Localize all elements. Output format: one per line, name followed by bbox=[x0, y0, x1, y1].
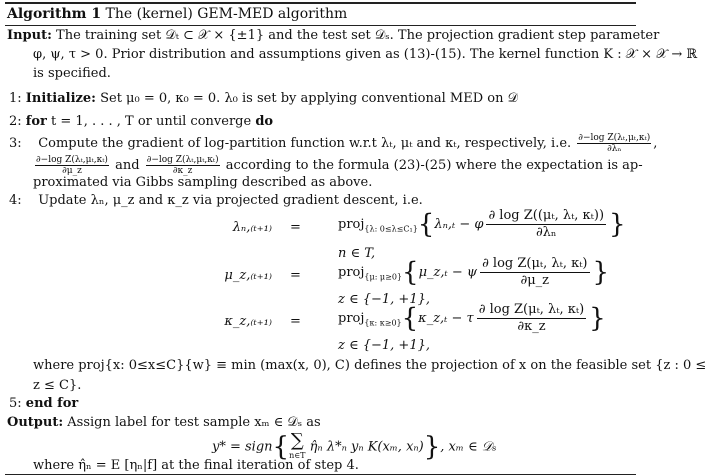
equation-lhs: μ_z,₍ₜ₊₁₎ bbox=[224, 268, 272, 283]
gradient-fraction-kappa bbox=[146, 155, 220, 176]
step-text: according to the formula (23)-(25) where the expectation is ap- bbox=[225, 158, 643, 173]
step-number: 5: bbox=[9, 396, 22, 411]
input-line-3: is specified. bbox=[33, 66, 111, 81]
keyword: for bbox=[25, 114, 47, 129]
step-2 bbox=[9, 114, 273, 130]
denominator: ∂λₙ bbox=[607, 144, 622, 154]
input-line-2: φ, ψ, τ > 0. Prior distribution and assumptions given as (13)-(15). The kernel function K : 𝒳 × 𝒳 → ℝ bbox=[33, 47, 698, 62]
proj-subscript: {μ: μ≥0} bbox=[364, 272, 403, 282]
step-3-line-2 bbox=[33, 155, 643, 176]
output-equation: y* = sign{ ∑ n∈T η̂ₙ λ*ₙ yₙ K(xₘ, xₙ)}, xₘ ∈ 𝒟ₛ bbox=[212, 430, 497, 462]
step-number: 4: bbox=[9, 193, 22, 208]
gradient-fraction bbox=[480, 256, 589, 289]
equals: = bbox=[290, 314, 301, 329]
top-rule bbox=[5, 2, 636, 4]
numerator: ∂ log Z(μₜ, λₜ, κₜ) bbox=[482, 256, 588, 271]
numerator: ∂ log Z(μₜ, λₜ, κₜ) bbox=[478, 302, 585, 317]
sum-subscript: n∈T bbox=[289, 451, 306, 460]
step-3-line-3: proximated via Gibbs sampling described as above. bbox=[33, 175, 373, 190]
denominator: ∂κ_z bbox=[172, 166, 193, 176]
equation-condition: z ∈ {−1, +1}, bbox=[338, 292, 431, 307]
proj: proj bbox=[338, 311, 365, 326]
step-4 bbox=[9, 193, 423, 209]
equation-lhs: κ_z,₍ₜ₊₁₎ bbox=[224, 314, 272, 329]
sum-body: η̂ₙ λ*ₙ yₙ K(xₘ, xₙ) bbox=[309, 439, 424, 455]
gradient-fraction-mu bbox=[35, 155, 109, 176]
step-text: Update λₙ, μ_z and κ_z via projected gradient descent, i.e. bbox=[38, 193, 423, 208]
proj: proj bbox=[338, 265, 365, 280]
equals: = bbox=[290, 220, 301, 235]
output-condition: , xₘ ∈ 𝒟ₛ bbox=[440, 439, 497, 455]
numerator: ∂−log Z(λₜ,μₜ,κₜ) bbox=[578, 133, 651, 143]
equals: = bbox=[290, 268, 301, 283]
where-line-2: z ≤ C}. bbox=[33, 378, 82, 393]
step-number: 3: bbox=[9, 136, 22, 151]
numerator: ∂−log Z(λₜ,μₜ,κₜ) bbox=[146, 155, 219, 165]
algorithm-caption bbox=[7, 6, 347, 22]
final-line: where η̂ₙ = E [ηₙ|f] at the final iteration of step 4. bbox=[33, 458, 359, 473]
inner-term: λₙ,ₜ − φ bbox=[434, 217, 484, 232]
step-1 bbox=[9, 91, 518, 107]
equation-rhs: proj$_{\{\kappa: \kappa\ge 0\}}${κ_z,ₜ − τ $\frac{\text{∂ log Z(μₜ, λₜ, κₜ)}}{\partial\kappa\_z}$ } bbox=[338, 302, 606, 334]
equation-lhs: λₙ,₍ₜ₊₁₎ bbox=[232, 220, 272, 235]
output-line bbox=[7, 415, 321, 431]
equation-rhs: proj$_{\{\mu: \mu\ge 0\}}${μ_z,ₜ − ψ $\frac{\text{∂ log Z(μₜ, λₜ, κₜ)}}{\partial\mu\_z}$ } bbox=[338, 256, 610, 288]
step-3: 3: Compute the gradient of log-partition function w.r.t λₜ, μₜ and κₜ, respectively, i.e. $\frac{\text{∂−log Z(λₜ,μₜ,κₜ)}}{\text{∂λₙ}}$ , bbox=[9, 133, 658, 154]
caption-rule bbox=[5, 25, 636, 26]
step-5 bbox=[9, 396, 78, 412]
input-label: Input: bbox=[7, 28, 52, 43]
step-number: 2: bbox=[9, 114, 22, 129]
numerator: ∂−log Z(λₜ,μₜ,κₜ) bbox=[36, 155, 108, 165]
step-text: t = 1, . . . , T or until converge bbox=[46, 114, 256, 129]
output-lhs: y* = sign bbox=[212, 439, 273, 455]
equation-condition: z ∈ {−1, +1}, bbox=[338, 338, 431, 353]
input-text: The training set 𝒟ₜ ⊂ 𝒳 × {±1} and the test set 𝒟ₛ. The projection gradient step parameter bbox=[56, 28, 660, 43]
inner-term: μ_z,ₜ − ψ bbox=[418, 265, 478, 280]
gradient-fraction bbox=[477, 302, 586, 335]
step-text: Set μ₀ = 0, κ₀ = 0. λ₀ is set by applying conventional MED on 𝒟 bbox=[95, 91, 518, 106]
denominator: ∂μ_z bbox=[62, 166, 82, 176]
sum-symbol: ∑ bbox=[290, 430, 304, 451]
proj-subscript: {λ: 0≤λ≤C₁} bbox=[364, 224, 418, 234]
step-text: Compute the gradient of log-partition function w.r.t λₜ, μₜ and κₜ, respectively, i.e. bbox=[38, 136, 572, 151]
bottom-rule bbox=[5, 474, 636, 475]
gradient-fraction-lambda bbox=[577, 133, 651, 154]
inner-term: κ_z,ₜ − τ bbox=[418, 311, 474, 326]
proj-subscript: {κ: κ≥0} bbox=[364, 318, 402, 328]
step-number: 1: bbox=[9, 91, 22, 106]
algorithm-title: The (kernel) GEM-MED algorithm bbox=[105, 6, 348, 22]
where-line-1: where proj{x: 0≤x≤C}{w} ≡ min (max(x, 0), C) defines the projection of x on the feasible set {z : 0 ≤ bbox=[33, 358, 706, 373]
output-label: Output: bbox=[7, 415, 64, 430]
denominator: ∂μ_z bbox=[520, 273, 550, 288]
equation-rhs: proj$_{\{\lambda: 0\le\lambda\le C_1\}}${λₙ,ₜ − φ $\frac{\text{∂ log Z((μₜ, λₜ, κₜ))}}{\text{∂λₙ}}$ } bbox=[338, 208, 626, 240]
equation-condition: n ∈ T, bbox=[338, 246, 376, 261]
keyword: end for bbox=[25, 396, 79, 411]
algorithm-label: Algorithm 1 bbox=[7, 6, 102, 22]
keyword: do bbox=[255, 114, 274, 129]
denominator: ∂κ_z bbox=[517, 319, 546, 334]
output-text: Assign label for test sample xₘ ∈ 𝒟ₛ as bbox=[67, 415, 321, 430]
denominator: ∂λₙ bbox=[535, 225, 557, 240]
and-text: and bbox=[115, 158, 140, 173]
proj: proj bbox=[338, 217, 365, 232]
input-line-1 bbox=[7, 28, 659, 44]
numerator: ∂ log Z((μₜ, λₜ, κₜ)) bbox=[488, 208, 605, 223]
keyword: Initialize: bbox=[25, 91, 96, 106]
gradient-fraction bbox=[486, 208, 606, 241]
